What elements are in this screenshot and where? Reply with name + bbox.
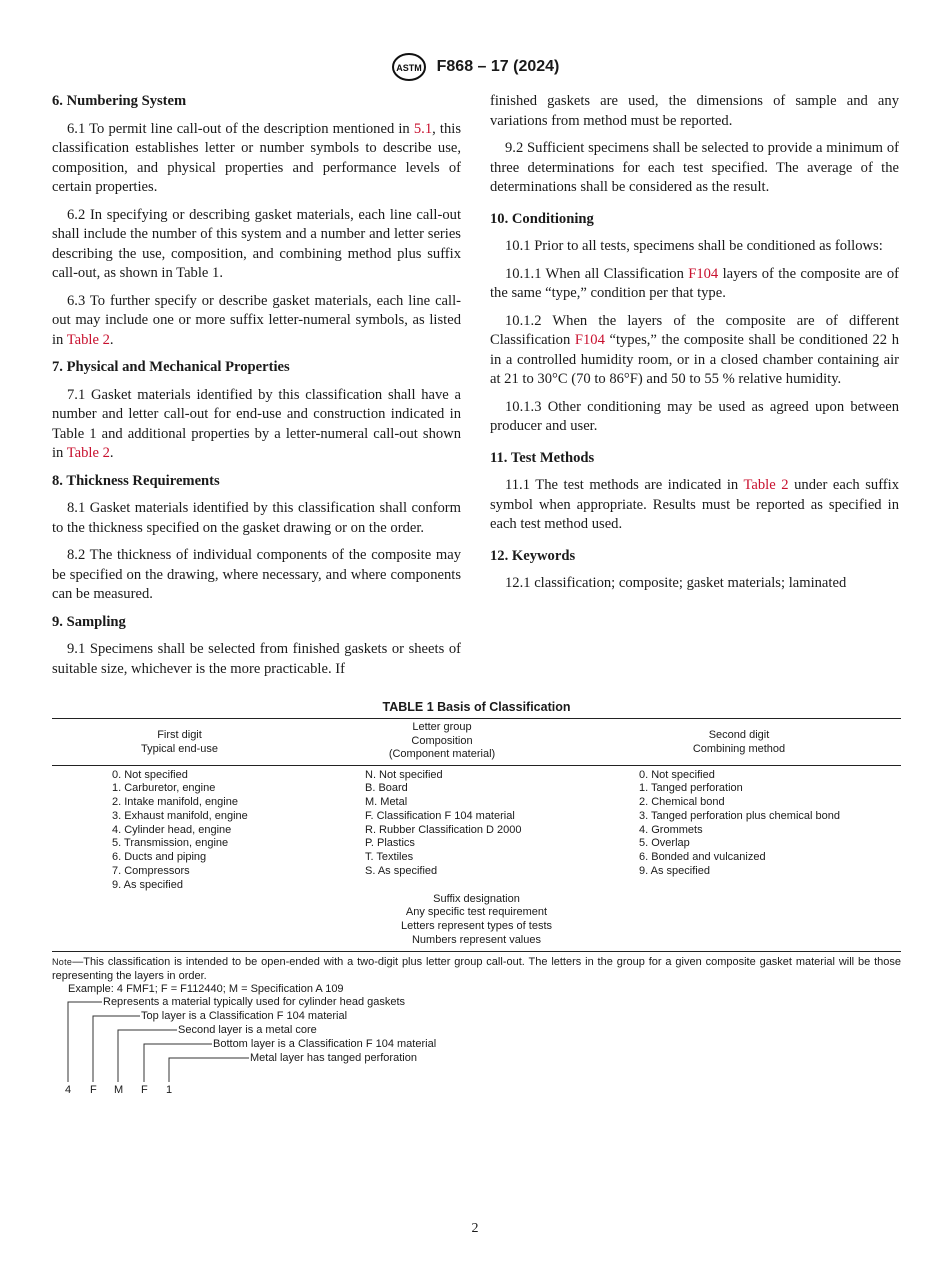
link-table-2[interactable]: Table 2 xyxy=(66,445,110,461)
list-item: 2. Intake manifold, engine xyxy=(112,796,238,809)
callout-label-end-use: Represents a material typically used for cylinder head gaskets xyxy=(103,996,406,1009)
paragraph-10-1-2-text-end: “types,” the composite shall be conditioned 22 h in a controlled humidity room, or in a closed chamber containing air at 21 to 30°C (70 to 86°F) and 50 to 55 % relative humidity. xyxy=(490,332,899,387)
page-number: 2 xyxy=(471,1221,479,1236)
paragraph-12-1: 12.1 classification; composite; gasket materials; laminated xyxy=(505,575,847,591)
paragraph-11-1-text: 11.1 The test methods are indicated in xyxy=(505,477,744,493)
document-designation: F868 – 17 (2024) xyxy=(436,58,560,75)
paragraph-8-1: 8.1 Gasket materials identified by this classification shall conform to the thickness specified on the gasket drawing or on the order. xyxy=(52,500,461,536)
paragraph-10-1-3: 10.1.3 Other conditioning may be used as agreed upon between producer and user. xyxy=(490,398,899,434)
link-f104[interactable]: F104 xyxy=(574,332,605,348)
paragraph-6-2: 6.2 In specifying or describing gasket materials, each line call-out shall include the number of this system and a number and letter series describing the use, composition, and combining method plus suffix call-out, as shown in Table 1. xyxy=(52,206,461,281)
paragraph-6-1 xyxy=(52,120,461,198)
table-1-body xyxy=(52,766,901,893)
section-6-title: 6. Numbering System xyxy=(52,93,187,109)
paragraph-11-1-text-end: under each suffix symbol when appropriate. Results must be reported as specified in each test method used. xyxy=(490,477,899,532)
svg-text:ASTM: ASTM xyxy=(395,63,422,73)
table-1-header xyxy=(52,719,901,765)
table-1-note xyxy=(52,956,901,984)
paragraph-10-1: 10.1 Prior to all tests, specimens shall be conditioned as follows: xyxy=(505,238,883,254)
callout-letter: F xyxy=(141,1084,148,1097)
list-item: 6. Bonded and vulcanized xyxy=(639,851,766,864)
suffix-designation xyxy=(52,893,901,951)
note-example: Example: 4 FMF1; F = F112440; M = Specification A 109 xyxy=(68,983,344,996)
list-item: 5. Overlap xyxy=(639,837,690,850)
callout-letter: F xyxy=(90,1084,97,1097)
list-item: 6. Ducts and piping xyxy=(112,851,207,864)
paragraph-10-1-2-text: 10.1.2 When the layers of the composite are of different Classification xyxy=(490,312,899,348)
second-digit-list xyxy=(579,769,901,893)
paragraph-6-1-text-end: , this classification establishes letter or number symbols to describe use, composition, and physical properties and performance levels of certain properties. xyxy=(52,120,461,195)
column-header-line: Combining method xyxy=(692,742,786,755)
suffix-line: Numbers represent values xyxy=(411,934,541,947)
paragraph-6-3-text: 6.3 To further specify or describe gasket materials, each line call-out may include one or more suffix letter-numeral symbols, as listed in xyxy=(52,292,461,348)
link-table-2[interactable]: Table 2 xyxy=(66,331,110,348)
paragraph-7-1 xyxy=(52,386,461,464)
paragraph-6-3 xyxy=(52,292,461,351)
column-header-second-digit xyxy=(577,721,901,762)
callout-label-second-layer: Second layer is a metal core xyxy=(178,1024,317,1037)
section-7-title: 7. Physical and Mechanical Properties xyxy=(52,359,290,375)
paragraph-7-1-text-end: . xyxy=(109,445,114,461)
note-text: —This classification is intended to be open-ended with a two-digit plus letter group call-out. The letters in the group for a given composite gasket material will be those representing the layers in order. xyxy=(52,955,901,982)
column-header-letter-group xyxy=(307,721,577,762)
page-header xyxy=(0,52,950,82)
callout-label-top-layer: Top layer is a Classification F 104 material xyxy=(141,1010,348,1023)
link-table-2[interactable]: Table 2 xyxy=(743,477,789,493)
table-1-caption: TABLE 1 Basis of Classification xyxy=(382,700,571,714)
list-item: 7. Compressors xyxy=(112,865,190,878)
paragraph-10-1-1-text: 10.1.1 When all Classification xyxy=(505,265,689,282)
list-item: S. As specified xyxy=(365,865,438,878)
column-header-line: (Component material) xyxy=(388,748,496,760)
callout-letter: 4 xyxy=(65,1084,72,1097)
paragraph-11-1 xyxy=(490,476,899,535)
column-header-first-digit xyxy=(52,721,307,762)
first-digit-list xyxy=(52,769,307,893)
note-label: Note xyxy=(52,956,73,967)
list-item: 0. Not specified xyxy=(112,768,188,781)
list-item: R. Rubber Classification D 2000 xyxy=(365,823,522,836)
list-item: F. Classification F 104 material xyxy=(365,809,515,822)
astm-logo-icon xyxy=(391,52,427,82)
column-header-line: Typical end-use xyxy=(140,742,219,755)
paragraph-10-1-1 xyxy=(490,265,899,304)
list-item: 3. Tanged perforation plus chemical bond xyxy=(639,809,840,822)
list-item: B. Board xyxy=(365,782,408,795)
paragraph-9-1: 9.1 Specimens shall be selected from finished gaskets or sheets of suitable size, whichever is the more practicable. If xyxy=(52,641,461,677)
left-column xyxy=(52,92,461,687)
list-item: P. Plastics xyxy=(365,837,415,850)
link-f104[interactable]: F104 xyxy=(688,265,719,282)
section-8-title: 8. Thickness Requirements xyxy=(52,472,220,489)
list-item: 4. Grommets xyxy=(639,823,703,836)
suffix-line: Any specific test requirement xyxy=(405,906,548,919)
callout-diagram xyxy=(52,997,901,1097)
section-10-title: 10. Conditioning xyxy=(490,210,594,227)
paragraph-10-1-1-text-end: layers of the composite are of the same “type,” condition per that type. xyxy=(490,265,899,301)
paragraph-6-3-text-end: . xyxy=(109,331,114,348)
list-item: 1. Carburetor, engine xyxy=(112,782,216,795)
callout-label-bottom-layer: Bottom layer is a Classification F 104 material xyxy=(213,1038,437,1051)
callout-label-combining-method: Metal layer has tanged perforation xyxy=(250,1052,417,1065)
list-item: 4. Cylinder head, engine xyxy=(112,823,232,836)
list-item: 2. Chemical bond xyxy=(639,796,725,809)
paragraph-9-2: 9.2 Sufficient specimens shall be selected to provide a minimum of three determinations for each test specified. The average of the determinations shall be considered as the result. xyxy=(490,140,899,195)
list-item: M. Metal xyxy=(365,796,408,809)
column-header-line: Second digit xyxy=(708,729,770,741)
column-header-line: First digit xyxy=(157,729,202,741)
callout-letter: 1 xyxy=(166,1084,173,1097)
paragraph-6-1-text: 6.1 To permit line call-out of the description mentioned in xyxy=(67,120,414,137)
suffix-line: Suffix designation xyxy=(433,892,520,905)
paragraph-10-1-2 xyxy=(490,312,899,390)
link-5-1[interactable]: 5.1 xyxy=(413,120,433,137)
list-item: T. Textiles xyxy=(365,851,414,864)
section-11-title: 11. Test Methods xyxy=(490,449,595,466)
suffix-line: Letters represent types of tests xyxy=(400,920,553,933)
list-item: N. Not specified xyxy=(365,768,443,781)
list-item: 0. Not specified xyxy=(639,768,715,781)
paragraph-7-1-text: 7.1 Gasket materials identified by this classification shall have a number and letter call-out for end-use and construction indicated in Table 1 and additional properties by a letter-numeral call-out shown in xyxy=(52,386,461,461)
paragraph-9-1-continued: finished gaskets are used, the dimensions of sample and any variations from method must be reported. xyxy=(490,93,899,129)
list-item: 5. Transmission, engine xyxy=(112,837,229,850)
section-9-title: 9. Sampling xyxy=(52,613,126,630)
section-12-title: 12. Keywords xyxy=(490,547,576,564)
column-header-line: Letter group xyxy=(412,721,472,733)
list-item: 9. As specified xyxy=(112,878,183,891)
list-item: 1. Tanged perforation xyxy=(639,782,743,795)
list-item: 3. Exhaust manifold, engine xyxy=(112,809,248,822)
right-column xyxy=(490,92,899,602)
column-header-line: Composition xyxy=(411,734,473,747)
callout-letter: M xyxy=(114,1084,124,1097)
table-1 xyxy=(52,700,901,1097)
list-item: 9. As specified xyxy=(639,865,710,878)
paragraph-8-2: 8.2 The thickness of individual components of the composite may be specified on the drawing, where necessary, and where components can be measured. xyxy=(52,547,461,602)
letter-group-list xyxy=(307,769,579,893)
